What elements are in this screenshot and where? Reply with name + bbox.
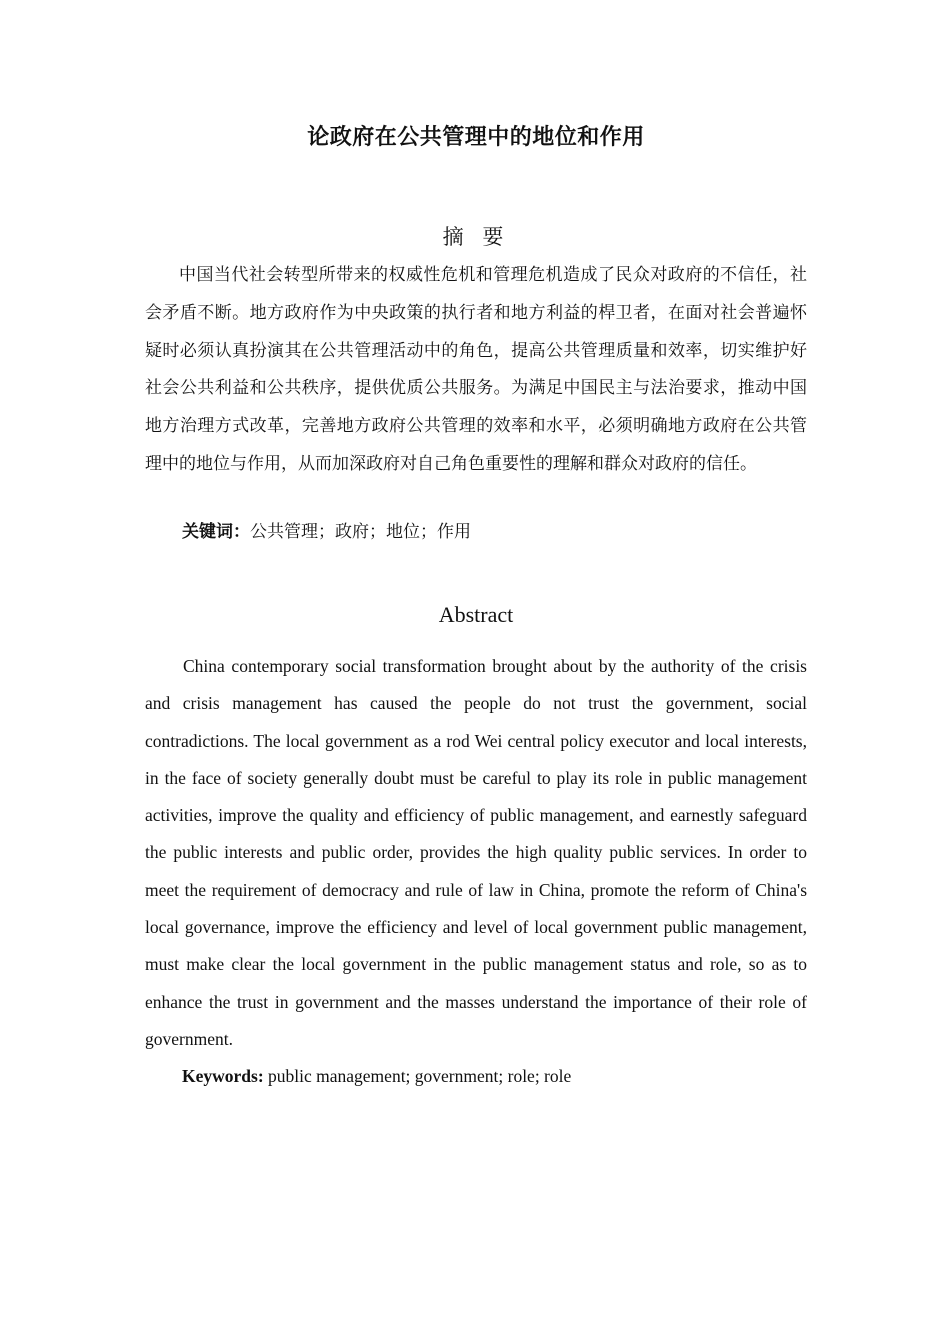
chinese-keywords-value: 公共管理；政府；地位；作用 [250, 522, 471, 542]
document-title: 论政府在公共管理中的地位和作用 [307, 124, 645, 150]
chinese-abstract-body: 中国当代社会转型所带来的权威性危机和管理危机造成了民众对政府的不信任，社会矛盾不断。地方政府作为中央政策的执行者和地方利益的桿卫者，在面对社会普遍怀疑时必须认真扮演其在公共管理活动中的角色，提高公共管理质量和效率，切实维护好社会公共利益和公共秩序，提供优质公共服务。为满足中国民主与法治要求，推动中国地方治理方式改革，完善地方政府公共管理的效率和水平，必须明确地方政府在公共管理中的地位与作用，从而加深政府对自己角色重要性的理解和群众对政府的信任。 [145, 265, 807, 474]
english-keywords-value: public management; government; role; role [268, 1066, 572, 1086]
english-abstract-body: China contemporary social transformation brought about by the authority of the crisis and crisis management has caused the people do not trust the government, social contradictions. The local government as a rod Wei central policy executor and local interests, in the face of society generally doubt must be careful to play its role in public management activities, improve the quality and efficiency of public management, and earnestly safeguard the public interests and public order, provides the high quality public services. In order to meet the requirement of democracy and rule of law in China, promote the reform of China's local governance, improve the efficiency and level of local government public management, must make clear the local government in the public management status and role, so as to enhance the trust in government and the masses understand the importance of their role of government. [145, 656, 807, 1049]
chinese-abstract-heading: 摘 要 [442, 225, 510, 249]
english-abstract-heading: Abstract [438, 602, 514, 627]
chinese-keywords-label: 关键词： [182, 522, 250, 542]
english-keywords [182, 1061, 807, 1091]
english-keywords-label: Keywords: [182, 1066, 264, 1086]
chinese-keywords [182, 517, 807, 547]
